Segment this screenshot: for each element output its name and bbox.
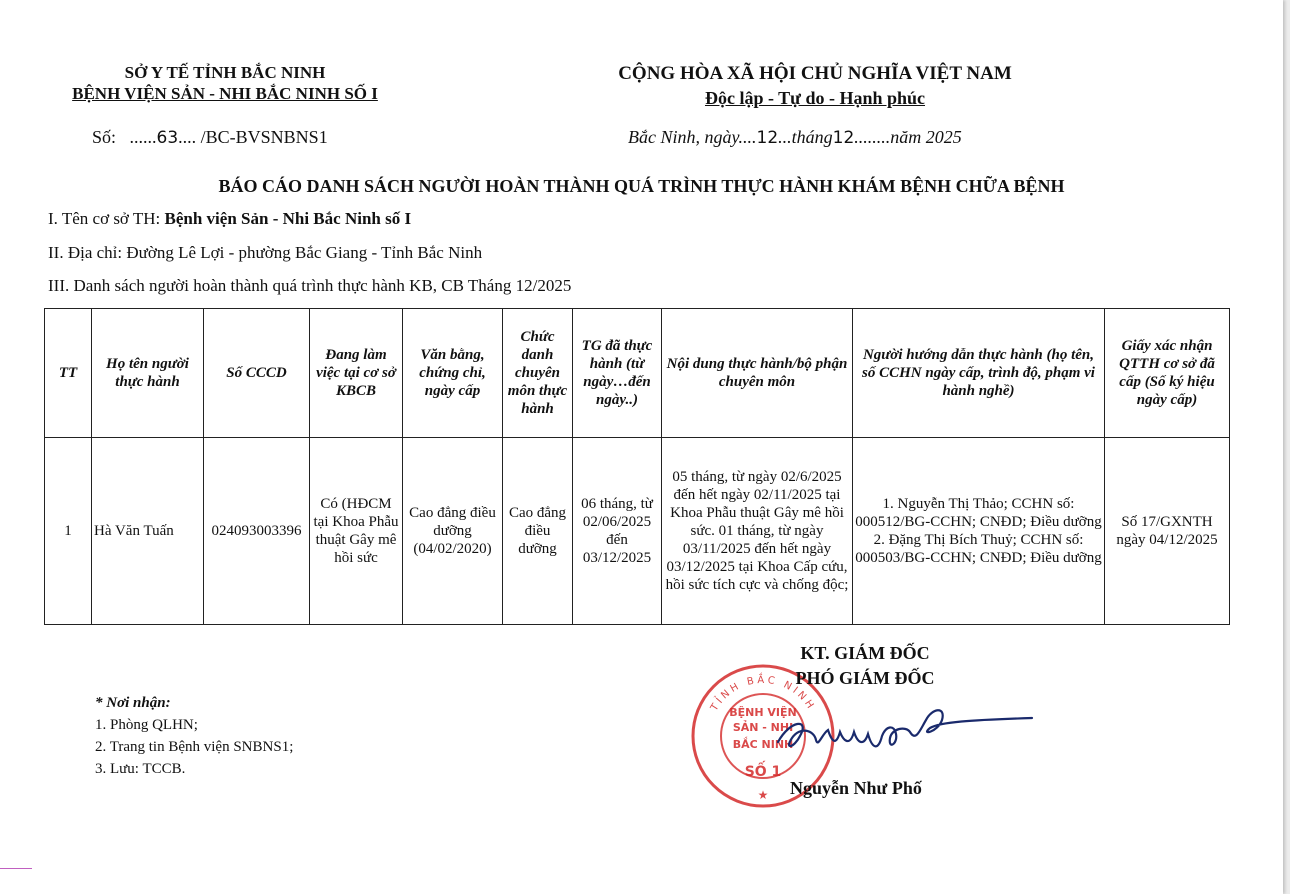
facility-value: Bệnh viện Sản - Nhi Bắc Ninh số I xyxy=(164,209,412,228)
stamp-line: BẮC NINH xyxy=(732,738,794,751)
number-value: 63 xyxy=(156,128,179,148)
header-title: Chức danh chuyên môn thực hành xyxy=(503,309,573,438)
signer-name: Nguyễn Như Phố xyxy=(790,778,922,798)
table-header-row xyxy=(45,309,1230,438)
number-code: /BC-BVSNBNS1 xyxy=(200,127,328,147)
signature-block xyxy=(755,641,975,691)
header-degree: Văn bằng, chứng chỉ, ngày cấp xyxy=(403,309,503,438)
address-line: II. Địa chỉ: Đường Lê Lợi - phường Bắc Giang - Tỉnh Bắc Ninh xyxy=(48,243,483,262)
recipient-item: 2. Trang tin Bệnh viện SNBNS1; xyxy=(95,739,294,755)
header-tt: TT xyxy=(45,309,92,438)
number-dots-before: ...... xyxy=(129,127,157,147)
stamp-line: SẢN - NHI xyxy=(732,721,794,734)
stamp-line: BỆNH VIỆN xyxy=(729,706,797,719)
country-name: CỘNG HÒA XÃ HỘI CHỦ NGHĨA VIỆT NAM xyxy=(618,63,1012,84)
star-icon: ★ xyxy=(757,788,769,802)
cell-instructor: 1. Nguyễn Thị Thảo; CCHN số: 000512/BG-CCHN; CNĐD; Điều dưỡng 2. Đặng Thị Bích Thuỷ; CCHN số: 000503/BG-CCHN; CNĐD; Điều dưỡng xyxy=(853,438,1105,625)
document-number xyxy=(92,127,328,148)
department-name: SỞ Y TẾ TỈNH BẮC NINH xyxy=(124,63,326,82)
date-month: 12 xyxy=(832,128,855,148)
header-instructor: Người hướng dẫn thực hành (họ tên, số CCHN ngày cấp, trình độ, phạm vi hành nghề) xyxy=(853,309,1105,438)
stamp-line: SỐ 1 xyxy=(744,764,782,780)
date-suffix: ........năm 2025 xyxy=(854,127,962,147)
signature-title: KT. GIÁM ĐỐC xyxy=(800,643,930,663)
cell-duration: 06 tháng, từ 02/06/2025 đến 03/12/2025 xyxy=(573,438,662,625)
recipient-item: 3. Lưu: TCCB. xyxy=(95,761,186,777)
signature-position: PHÓ GIÁM ĐỐC xyxy=(795,668,935,688)
cell-title: Cao đẳng điều dưỡng xyxy=(503,438,573,625)
document-date xyxy=(628,127,962,148)
stamp-ring-text: TỈNH BẮC NINH xyxy=(709,674,817,714)
recipient-item: 1. Phòng QLHN; xyxy=(95,717,198,733)
hospital-name: BỆNH VIỆN SẢN - NHI BẮC NINH SỐ I xyxy=(72,84,378,103)
margin-mark xyxy=(0,868,32,869)
table-row xyxy=(45,438,1230,625)
header-content: Nội dung thực hành/bộ phận chuyên môn xyxy=(662,309,853,438)
date-mid: ...tháng xyxy=(778,127,833,147)
national-header xyxy=(560,62,1070,110)
date-day: 12 xyxy=(756,128,779,148)
number-label: Số: xyxy=(92,127,117,147)
date-dots: .... xyxy=(738,127,757,147)
recipients-block xyxy=(95,692,293,780)
date-prefix: Bắc Ninh, ngày xyxy=(628,127,739,147)
list-heading-line: III. Danh sách người hoàn thành quá trình thực hành KB, CB Tháng 12/2025 xyxy=(48,276,572,295)
handwritten-signature xyxy=(770,690,1040,770)
header-certificate: Giấy xác nhận QTTH cơ sở đã cấp (Số ký hiệu ngày cấp) xyxy=(1105,309,1230,438)
cell-degree: Cao đẳng điều dưỡng (04/02/2020) xyxy=(403,438,503,625)
practice-table xyxy=(44,308,1230,625)
cell-cccd: 024093003396 xyxy=(204,438,310,625)
national-motto: Độc lập - Tự do - Hạnh phúc xyxy=(704,88,926,108)
organization-header xyxy=(40,62,410,104)
header-duration: TG đã thực hành (từ ngày…đến ngày..) xyxy=(573,309,662,438)
header-cccd: Số CCCD xyxy=(204,309,310,438)
number-dots-after: .... xyxy=(178,127,197,147)
header-name: Họ tên người thực hành xyxy=(92,309,204,438)
cell-workplace: Có (HĐCM tại Khoa Phẫu thuật Gây mê hồi sức xyxy=(310,438,403,625)
cell-certificate: Số 17/GXNTH ngày 04/12/2025 xyxy=(1105,438,1230,625)
facility-name-line xyxy=(48,209,411,229)
cell-name: Hà Văn Tuấn xyxy=(92,438,204,625)
cell-tt: 1 xyxy=(45,438,92,625)
report-title: BÁO CÁO DANH SÁCH NGƯỜI HOÀN THÀNH QUÁ TRÌNH THỰC HÀNH KHÁM BỆNH CHỮA BỆNH xyxy=(218,176,1065,196)
facility-label: I. Tên cơ sở TH: xyxy=(48,209,165,228)
header-workplace: Đang làm việc tại cơ sở KBCB xyxy=(310,309,403,438)
cell-content: 05 tháng, từ ngày 02/6/2025 đến hết ngày 02/11/2025 tại Khoa Phẫu thuật Gây mê hồi sức. 01 tháng, từ ngày 03/11/2025 đến hết ngày 03/12/2025 tại Khoa Cấp cứu, hồi sức tích cực và chống độc; xyxy=(662,438,853,625)
recipients-heading: * Nơi nhận: xyxy=(95,695,171,711)
